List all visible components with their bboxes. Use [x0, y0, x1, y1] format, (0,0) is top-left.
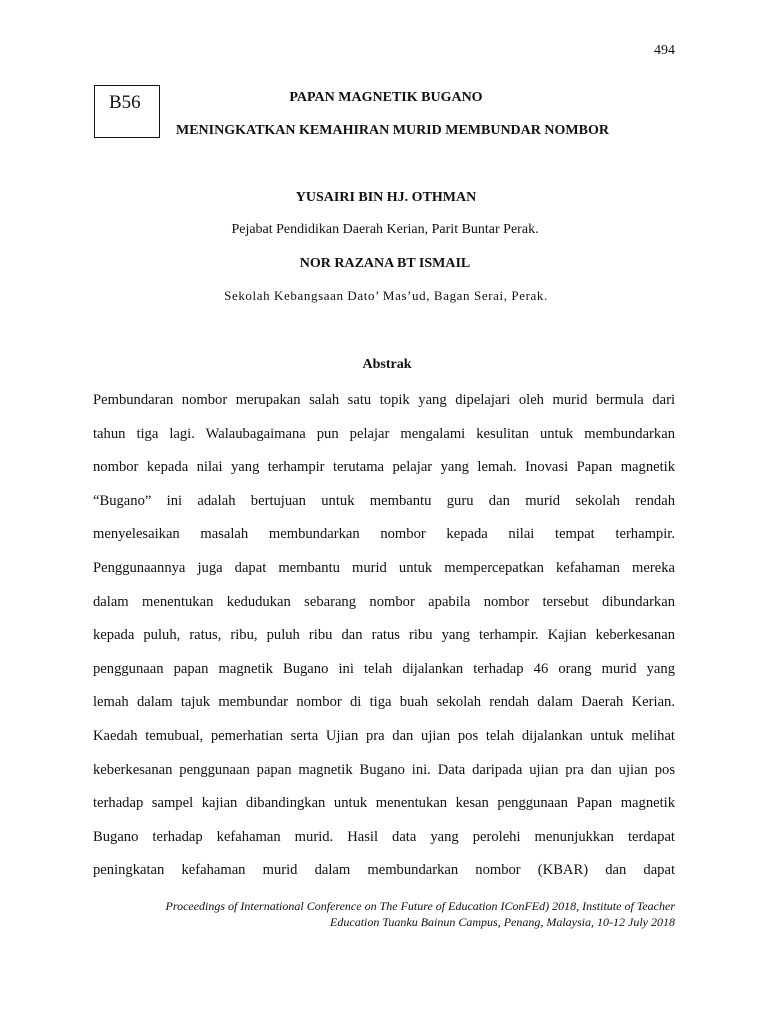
abstract-line: Bugano terhadap kefahaman murid. Hasil data yang perolehi menunjukkan terdapat [93, 828, 675, 845]
paper-title-line2: MENINGKATKAN KEMAHIRAN MURID MEMBUNDAR NOMBOR [176, 123, 609, 138]
paper-code-box: B56 [94, 85, 160, 138]
proceedings-footer [75, 898, 675, 930]
abstract-line: Penggunaannya juga dapat membantu murid untuk mempercepatkan kefahaman mereka [93, 559, 675, 576]
abstract-line: keberkesanan penggunaan papan magnetik Bugano ini. Data daripada ujian pra dan ujian pos [93, 761, 675, 778]
page-number: 494 [654, 43, 675, 58]
abstract-line: Kaedah temubual, pemerhatian serta Ujian pra dan ujian pos telah dijalankan untuk melihat [93, 727, 675, 744]
abstract-line: kepada puluh, ratus, ribu, puluh ribu dan ratus ribu yang terhampir. Kajian keberkesanan [93, 627, 675, 644]
abstract-line: penggunaan papan magnetik Bugano ini telah dijalankan terhadap 46 orang murid yang [93, 660, 675, 677]
footer-line-2: Education Tuanku Bainun Campus, Penang, Malaysia, 10-12 July 2018 [330, 915, 675, 929]
abstract-line: menyelesaikan masalah membundarkan nombor kepada nilai tempat terhampir. [93, 526, 675, 543]
abstract-line: Pembundaran nombor merupakan salah satu topik yang dipelajari oleh murid bermula dari [93, 392, 675, 408]
abstract-line: dalam menentukan kedudukan sebarang nombor apabila nombor tersebut dibundarkan [93, 593, 675, 610]
abstract-line: nombor kepada nilai yang terhampir terutama pelajar yang lemah. Inovasi Papan magnetik [93, 459, 675, 476]
author-affiliation-1: Pejabat Pendidikan Daerah Kerian, Parit Buntar Perak. [231, 222, 539, 237]
author-affiliation-2: Sekolah Kebangsaan Dato’ Mas’ud, Bagan Serai, Perak. [224, 288, 548, 303]
abstract-line: terhadap sampel kajian dibandingkan untuk menentukan kesan penggunaan Papan magnetik [93, 795, 675, 812]
abstract-heading: Abstrak [362, 357, 412, 372]
abstract-line: peningkatan kefahaman murid dalam membundarkan nombor (KBAR) dan dapat [93, 862, 675, 879]
author-name-1: YUSAIRI BIN HJ. OTHMAN [295, 190, 477, 205]
abstract-line: tahun tiga lagi. Walaubagaimana pun pelajar mengalami kesulitan untuk membundarkan [93, 425, 675, 442]
paper-title-line1: PAPAN MAGNETIK BUGANO [289, 90, 483, 105]
footer-line-1: Proceedings of International Conference on The Future of Education IConFEd) 2018, Institute of Teacher [165, 899, 675, 913]
abstract-line: lemah dalam tajuk membundar nombor di tiga buah sekolah rendah dalam Daerah Kerian. [93, 694, 675, 711]
abstract-line: “Bugano” ini adalah bertujuan untuk membantu guru dan murid sekolah rendah [93, 492, 675, 509]
author-name-2: NOR RAZANA BT ISMAIL [299, 256, 471, 271]
abstract-body [93, 384, 675, 888]
